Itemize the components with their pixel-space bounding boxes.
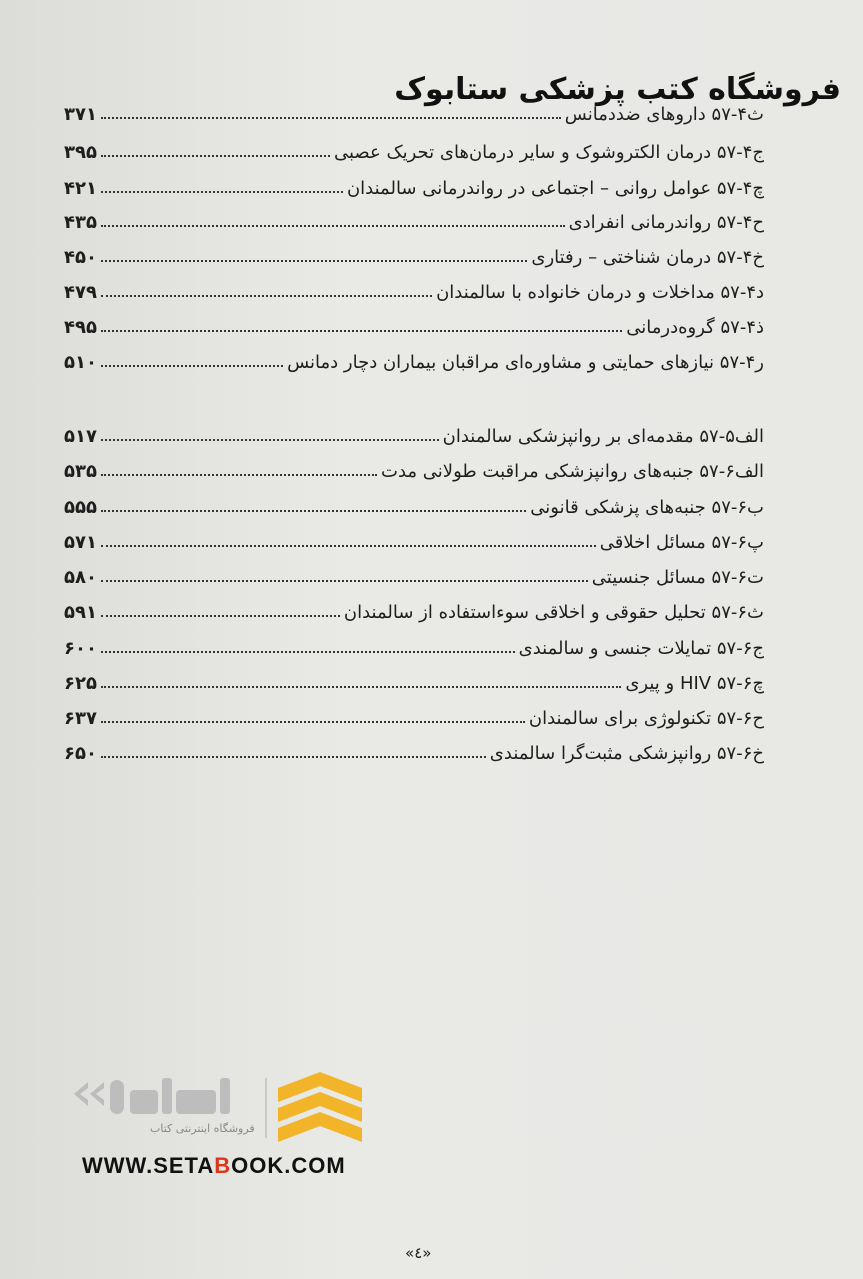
toc-row <box>64 523 764 553</box>
toc-entry-title: ت۶-۵۷ مسائل جنسیتی <box>591 567 764 588</box>
toc-row <box>64 558 764 588</box>
toc-entry-title: چ۴-۵۷ عوامل روانی – اجتماعی در رواندرمانی سالمندان <box>346 178 764 199</box>
toc-entry-title: ح۶-۵۷ تکنولوژی برای سالمندان <box>528 708 764 729</box>
toc-dot-leader <box>101 510 526 512</box>
toc-dot-leader <box>101 651 515 653</box>
toc-row <box>64 95 764 125</box>
toc-page-number: ۶۲۵ <box>64 673 97 694</box>
toc-entry-title: ج۶-۵۷ تمایلات جنسی و سالمندی <box>518 638 764 659</box>
toc-row <box>64 133 764 163</box>
logo-subtitle: فروشگاه اینترنتی کتاب <box>150 1122 255 1135</box>
setabook-logo-mark-icon <box>70 1070 370 1150</box>
toc-page-number: ۴۵۰ <box>64 247 97 268</box>
toc-dot-leader <box>101 365 283 367</box>
toc-dot-leader <box>101 260 527 262</box>
toc-row <box>64 169 764 199</box>
toc-row <box>64 203 764 233</box>
toc-entry-title: چ۶-۵۷ HIV و پیری <box>625 673 764 694</box>
toc-entry-title: الف۵-۵۷ مقدمه‌ای بر روانپزشکی سالمندان <box>442 426 764 447</box>
toc-row <box>64 343 764 373</box>
toc-dot-leader <box>101 615 340 617</box>
toc-page-number: ۴۷۹ <box>64 282 97 303</box>
toc-row <box>64 417 764 447</box>
toc-entry-title: پ۶-۵۷ مسائل اخلاقی <box>599 532 764 553</box>
toc-dot-leader <box>101 686 621 688</box>
toc-row <box>64 452 764 482</box>
url-part: WWW.SETA <box>82 1153 215 1178</box>
toc-row <box>64 629 764 659</box>
toc-page-number: ۳۹۵ <box>64 142 97 163</box>
toc-entry-title: خ۶-۵۷ روانپزشکی مثبت‌گرا سالمندی <box>489 743 764 764</box>
toc-entry-title: الف۶-۵۷ جنبه‌های روانپزشکی مراقبت طولانی مدت <box>381 461 764 482</box>
toc-row <box>64 273 764 303</box>
toc-entry-title: د۴-۵۷ مداخلات و درمان خانواده با سالمندان <box>436 282 764 303</box>
toc-entry-title: ح۴-۵۷ رواندرمانی انفرادی <box>568 212 764 233</box>
toc-page-number: ۵۹۱ <box>64 602 97 623</box>
toc-page-number: ۵۸۰ <box>64 567 97 588</box>
toc-page-number: ۵۱۰ <box>64 352 97 373</box>
toc-page-number: ۵۳۵ <box>64 461 97 482</box>
toc-dot-leader <box>101 295 432 297</box>
toc-page-number: ۵۷۱ <box>64 532 97 553</box>
toc-entry-title: ذ۴-۵۷ گروه‌درمانی <box>626 317 764 338</box>
toc-page-number: ۶۵۰ <box>64 743 97 764</box>
toc-dot-leader <box>101 225 565 227</box>
toc-dot-leader <box>101 117 561 119</box>
toc-page-number: ۶۰۰ <box>64 638 97 659</box>
page-number: «٤» <box>405 1244 432 1262</box>
toc-entry-title: ث۴-۵۷ داروهای ضددمانس <box>564 104 764 125</box>
toc-entry-title: ج۴-۵۷ درمان الکتروشوک و سایر درمان‌های تحریک عصبی <box>333 142 764 163</box>
toc-page-number: ۴۹۵ <box>64 317 97 338</box>
toc-dot-leader <box>101 155 330 157</box>
toc-page-number: ۳۷۱ <box>64 104 97 125</box>
store-title-watermark: فروشگاه کتب پزشکی ستابوک <box>394 72 841 107</box>
toc-dot-leader <box>101 191 343 193</box>
toc-entry-title: ب۶-۵۷ جنبه‌های پزشکی قانونی <box>530 497 764 518</box>
toc-page-number: ۶۳۷ <box>64 708 97 729</box>
toc-page-number: ۴۲۱ <box>64 178 97 199</box>
toc-row <box>64 488 764 518</box>
toc-page-number: ۴۳۵ <box>64 212 97 233</box>
toc-page-number: ۵۱۷ <box>64 426 97 447</box>
toc-dot-leader <box>101 545 596 547</box>
toc-row <box>64 238 764 268</box>
toc-dot-leader <box>101 439 439 441</box>
toc-entry-title: ث۶-۵۷ تحلیل حقوقی و اخلاقی سوءاستفاده از سالمندان <box>343 602 764 623</box>
toc-dot-leader <box>101 721 525 723</box>
url-part: OOK.COM <box>231 1153 346 1178</box>
toc-dot-leader <box>101 580 588 582</box>
toc-dot-leader <box>101 330 622 332</box>
toc-row <box>64 308 764 338</box>
toc-page-number: ۵۵۵ <box>64 497 97 518</box>
toc-row <box>64 593 764 623</box>
toc-row <box>64 664 764 694</box>
toc-dot-leader <box>101 474 377 476</box>
toc-row <box>64 699 764 729</box>
toc-row <box>64 734 764 764</box>
toc-entry-title: خ۴-۵۷ درمان شناختی – رفتاری <box>531 247 764 268</box>
toc-dot-leader <box>101 756 486 758</box>
website-url <box>82 1153 346 1179</box>
url-highlight-letter: B <box>214 1153 232 1178</box>
toc-entry-title: ر۴-۵۷ نیازهای حمایتی و مشاوره‌ای مراقبان بیماران دچار دمانس <box>287 352 764 373</box>
